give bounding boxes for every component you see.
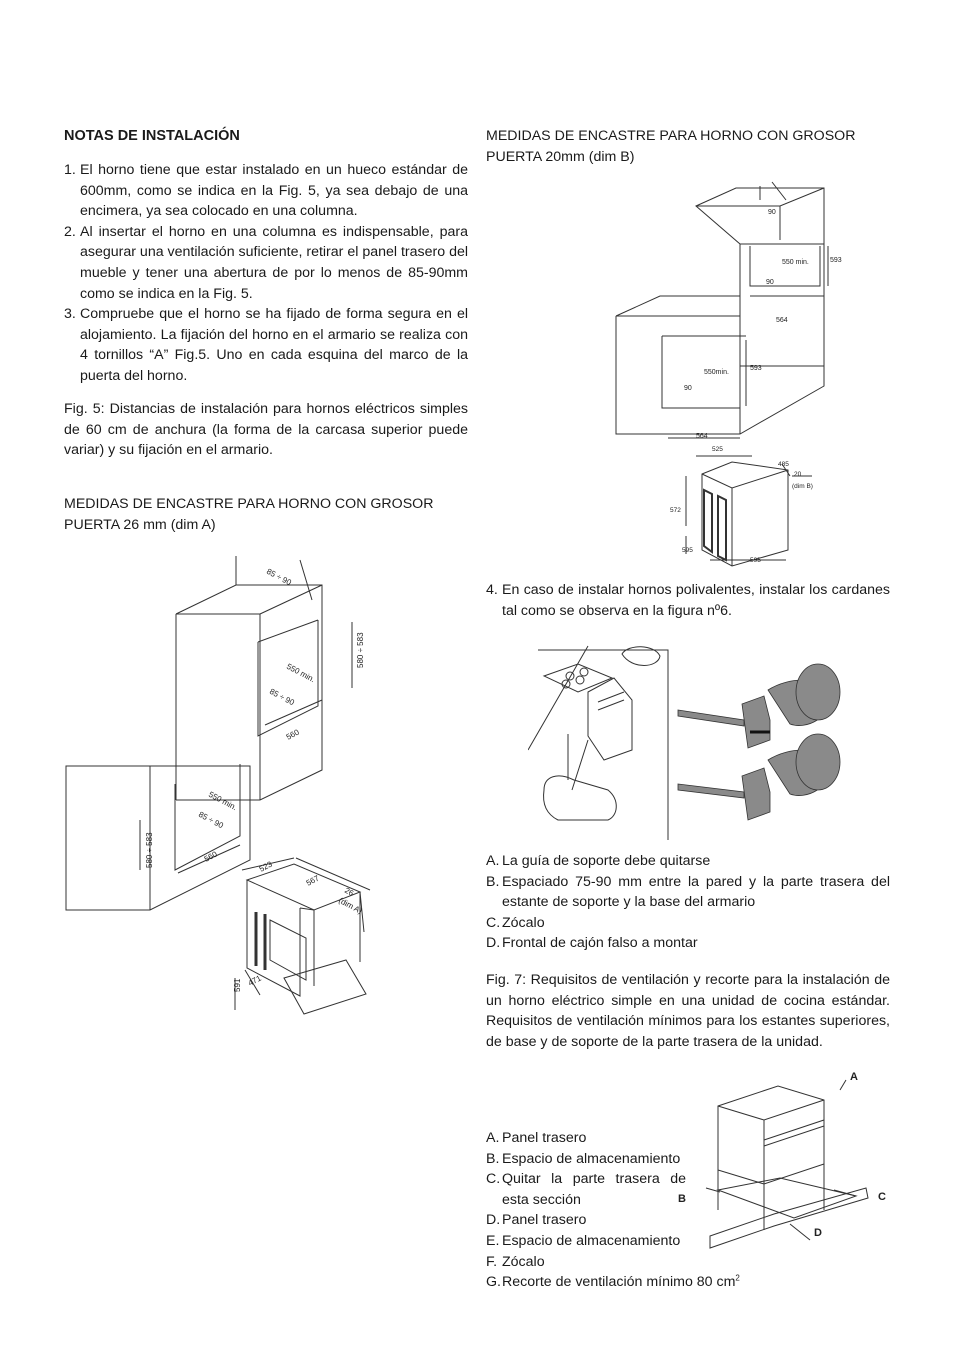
installation-notes — [64, 160, 468, 387]
label-lower-min-a: 550 min. — [207, 789, 239, 813]
fig7-item-a: A. Panel trasero — [486, 1130, 587, 1146]
label-lower-width-a: 560 — [202, 849, 219, 864]
label-upper-width-b: 564 — [776, 317, 788, 324]
fig7-legend — [486, 1128, 740, 1293]
label-door-b: 20 — [794, 471, 802, 478]
fig7-letter-c: C — [878, 1191, 886, 1203]
label-upper-width-a: 560 — [284, 727, 301, 742]
fig7-diagram — [670, 1060, 900, 1260]
fig7-item-g: G. Recorte de ventilación mínimo 80 $cm^2$ — [486, 1273, 740, 1291]
label-door-a: 26 — [343, 885, 356, 898]
fig7-item-d: D. Panel trasero — [486, 1212, 587, 1229]
label-oven-height-a: 591 — [233, 978, 242, 992]
superscript-2: 2 — [735, 1273, 740, 1283]
fig7-letter-d: D — [814, 1227, 822, 1239]
fig6-item-d: D. Frontal de cajón falso a montar — [486, 935, 698, 952]
label-upper-min-b: 550 min. — [782, 259, 809, 266]
label-upper-height-b: 593 — [830, 257, 842, 264]
label-dim-a: (dim A) — [337, 895, 364, 916]
label-lower-gap-b: 90 — [684, 385, 692, 392]
label-top-gap-b: 90 — [768, 209, 776, 216]
label-lower-width-b: 564 — [696, 433, 708, 440]
label-front-height-b: 572 — [670, 507, 681, 514]
fig6-item-a: A. La guía de soporte debe quitarse — [486, 853, 711, 869]
label-oven-depth-b: 485 — [778, 461, 789, 468]
label-lower-gap-a: 85 ÷ 90 — [197, 809, 225, 831]
fig6-legend — [486, 851, 890, 954]
label-oven-width-a: 523 — [257, 859, 274, 874]
label-oven-base-b: 595 — [750, 557, 761, 564]
fig6-item-b: B. Espaciado 75-90 mm entre la pared y la parte trasera del estante de soporte y la base del armario — [486, 873, 890, 911]
section-title: NOTAS DE INSTALACIÓN — [64, 128, 240, 144]
label-oven-width-b: 525 — [712, 446, 723, 453]
dim-b-title: MEDIDAS DE ENCASTRE PARA HORNO CON GROSOR PUERTA 20mm (dim B) — [486, 128, 856, 165]
note-4-list — [486, 580, 890, 621]
fig6-diagram — [528, 640, 868, 840]
label-lower-height-b: 593 — [750, 365, 762, 372]
label-door-depth-a: 471 — [246, 973, 263, 988]
label-upper-gap-a: 85 ÷ 90 — [268, 686, 296, 708]
fig7-caption: Fig. 7: Requisitos de ventilación y recorte para la instalación de un horno eléctrico simple en una unidad de cocina estándar. Requisitos de ventilación mínimos para los estantes superiores, de base y de soporte de la parte trasera de la unidad. — [486, 972, 890, 1050]
fig5-dim-a-diagram — [60, 540, 480, 1020]
label-lower-height-a: 580 ÷ 583 — [145, 832, 154, 868]
dim-a-title: MEDIDAS DE ENCASTRE PARA HORNO CON GROSOR PUERTA 26 mm (dim A) — [64, 496, 434, 533]
note-3: 3. Compruebe que el horno se ha fijado de forma segura en el alojamiento. La fijación del horno en el armario se realiza con 4 tornillos “A” Fig.5. Uno en cada esquina del marco de la puerta del horno. — [64, 306, 468, 384]
label-upper-min-a: 550 min. — [285, 661, 317, 685]
fig6-item-c: C. Zócalo — [486, 914, 545, 931]
label-lower-min-b: 550min. — [704, 369, 729, 376]
label-oven-depth-a: 567 — [304, 873, 321, 888]
note-1: 1. El horno tiene que estar instalado en un hueco estándar de 600mm, como se indica en la Fig. 5, ya sea debajo de una encimera, ya sea colocado en una columna. — [64, 162, 468, 220]
fig-dim-b-diagram — [600, 176, 860, 576]
label-top-gap-a: 85 ÷ 90 — [265, 566, 293, 588]
label-oven-height-b: 595 — [682, 547, 693, 554]
label-dim-b: (dim B) — [792, 483, 813, 490]
fig5-caption: Fig. 5: Distancias de instalación para hornos eléctricos simples de 60 cm de anchura (la forma de la carcasa superior puede variar) y su fijación en el armario. — [64, 401, 468, 459]
fig7-item-e: E. Espacio de almacenamiento — [486, 1232, 681, 1249]
fig7-letter-a: A — [850, 1071, 858, 1083]
fig7-item-b: B. Espacio de almacenamiento — [486, 1150, 681, 1167]
label-upper-gap-b: 90 — [766, 279, 774, 286]
fig7-letter-b: B — [678, 1193, 686, 1205]
fig7-item-c: C. Quitar la parte trasera de esta sección — [486, 1171, 686, 1208]
note-4: 4. En caso de instalar hornos polivalentes, instalar los cardanes tal como se observa en la figura nº6. — [486, 582, 890, 619]
fig7-item-f: F. Zócalo — [486, 1253, 545, 1270]
note-2: 2. Al insertar el horno en una columna es indispensable, para asegurar una ventilación suficiente, retirar el panel trasero del mueble y tener una abertura de por lo menos de 85-90mm como se indica en la Fig. 5. — [64, 223, 469, 302]
label-upper-height-a: 580 ÷ 583 — [356, 632, 365, 668]
